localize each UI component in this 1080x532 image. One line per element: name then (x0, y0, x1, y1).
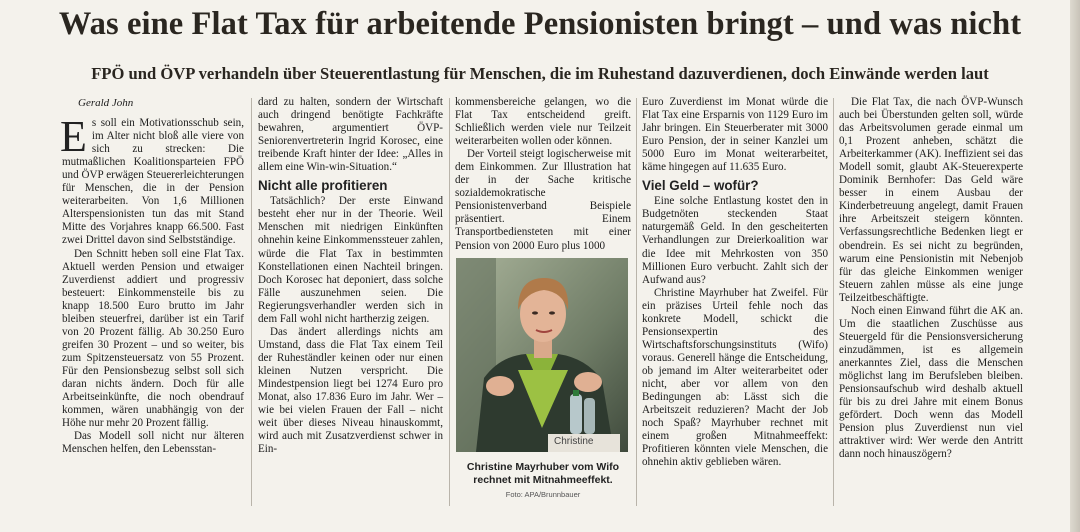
paragraph: Noch einen Einwand führt die AK an. Um die staatlichen Zuschüsse aus Steuergeld für die Pensionsversicherung einzudämmen, ist es allgemein anerkanntes Ziel, dass die Menschen möglichst lang im Berufsleben bleiben. Pensionsaufschub wird deshalb aktuell für bis zu drei Jahre mit einem Bonus gefördert. Doch wenn das Modell Pension plus Zuverdienst nun viel attraktiver wird: Wer werde den Antritt dann noch hinauszögern? (839, 304, 1023, 461)
paragraph: Es soll ein Motivationsschub sein, im Alter nicht bloß alle viere von sich zu strecken: Die mutmaßlichen Koalitionsparteien FPÖ und ÖVP erwägen Steuererleichterungen für Menschen, die in der Pension weiterarbeiten. Von 1,6 Millionen Alterspensionisten tun das mit Stand Mitte des Vorjahres knapp 66.500. Fast zwei Drittel davon sind Selbstständige. (60, 112, 244, 247)
photo-caption: Christine Mayrhuber vom Wifo rechnet mit Mitnahmeeffekt. (466, 461, 620, 486)
column-divider (449, 98, 450, 506)
nameplate-text: Christine (554, 436, 594, 447)
headline: Was eine Flat Tax für arbeitende Pensionisten bringt – und was nicht (58, 6, 1022, 42)
subheadline: FPÖ und ÖVP verhandeln über Steuerentlastung für Menschen, die im Ruhestand dazuverdienen, doch Einwände werden laut (91, 64, 989, 83)
paragraph: Die Flat Tax, die nach ÖVP-Wunsch auch bei Überstunden gelten soll, würde das Arbeitsvolumen gerade einmal um 0,1 Prozent anheben, schätzt die Arbeiterkammer (AK). Ineffizient sei das Modell somit, glaubt AK-Steuerexperte Dominik Bernhofer: Das Geld wäre besser in einem Ausbau der Kinderbetreuung angelegt, damit Frauen ihre Arbeitszeit steigern könnten. Verfassungsrechtliche Bedenken liegt er obendrein. Es sei nicht zu begründen, warum eine Pensionistin mit Nebenjob für das gleiche Einkommen weniger Steuern zahlen müsse als eine junge Teilzeitbeschäftigte. (839, 96, 1023, 304)
section-heading: Viel Geld – wofür? (642, 178, 759, 194)
paragraph: kommensbereiche gelangen, wo die Flat Tax entscheidend greift. Schließlich werden viele nur Teilzeit weiterarbeiten wollen oder können. (455, 96, 631, 148)
author-byline: Gerald John (78, 97, 134, 109)
paragraph: dard zu halten, sondern der Wirtschaft auch dringend benötigte Fachkräfte bewahren, argumentiert ÖVP-Seniorenvertreterin Ingrid Korosec, eine treibende Kraft hinter der Idee: „Alles in allem eine Win-win-Situation.“ (258, 96, 443, 174)
photo-credit: Foto: APA/Brunnbauer (505, 490, 581, 499)
column-divider (636, 98, 637, 506)
paragraph: Tatsächlich? Der erste Einwand besteht eher nur in der Theorie. Weil Menschen mit niedrigen Einkünften ohnehin keine Einkommenssteuer zahlen, würde die Flat Tax in bestimmten Konstellationen einen Nachteil bringen. Doch Korosec hat deponiert, dass solche Fälle auszunehmen seien. Die Regierungsverhandler werden sich in dem Fall wohl nicht hartherzig zeigen. (258, 195, 443, 325)
paragraph: Euro Zuverdienst im Monat würde die Flat Tax eine Ersparnis von 1129 Euro im Jahr bringen. Ein Steuerberater mit 3000 Euro Pension, der in seiner Kanzlei um 5000 Euro im Monat weiterarbeitet, käme hingegen auf 11.635 Euro. (642, 96, 828, 174)
paragraph: Eine solche Entlastung kostet den in Budgetnöten steckenden Staat naturgemäß Geld. In den gescheiterten Verhandlungen zur Dreierkoalition war die Idee mit Mehrkosten von 350 Millionen Euro verbucht. Zahlt sich der Aufwand aus? (642, 195, 828, 286)
portrait-illustration (456, 258, 628, 452)
paragraph: Christine Mayrhuber hat Zweifel. Für ein präzises Urteil fehle noch das konkrete Modell, schickt die Pensionsexpertin des Wirtschaftsforschungsinstituts (Wifo) voraus. Generell hänge die Entscheidung, ob jemand im Alter weiterarbeitet oder nicht, aber vor allem von den Bedingungen ab: Lässt sich die Arbeitszeit reduzieren? Macht der Job noch Spaß? Mayrhuber rechnet mit einem großen Mitnahmeeffekt: Profitieren könnten viele Menschen, die ohnehin aktiv geblieben wären. (642, 286, 828, 469)
column-divider (251, 98, 252, 506)
column-4 (642, 96, 828, 469)
portrait-photo (456, 258, 628, 452)
paragraph: Der Vorteil steigt logischerweise mit dem Einkommen. Zur Illustration hat der in der Sache kritische sozialdemokratische Pensionistenverband Beispiele präsentiert. Einem Transportbediensteten mit einer Pension von 2000 Euro plus 1000 (455, 148, 631, 252)
section-heading: Nicht alle profitieren (258, 178, 388, 194)
column-5 (839, 96, 1023, 461)
column-1 (62, 96, 244, 456)
paragraph: Das ändert allerdings nichts am Umstand, dass die Flat Tax einem Teil der Ruheständler keinen oder nur einen kleinen Nutzen verspricht. Die Mindestpension liegt bei 1274 Euro pro Monat, also 17.836 Euro im Jahr. Wer – wie bei vielen Frauen der Fall – nicht weit über dieses Niveau hinauskommt, wird auch mit Zusatzverdienst schwer in Ein- (258, 325, 443, 456)
column-divider (833, 98, 834, 506)
column-3 (455, 96, 631, 253)
column-2 (258, 96, 443, 456)
paragraph: Das Modell soll nicht nur älteren Menschen helfen, den Lebensstan- (62, 430, 244, 456)
drop-cap: E (60, 112, 87, 162)
page-edge-shadow (1070, 0, 1080, 532)
paragraph: Den Schnitt heben soll eine Flat Tax. Aktuell werden Pension und etwaiger Zuverdienst addiert und progressiv besteuert: Einkommensteile bis zu knapp 18.500 Euro brutto im Jahr bleiben steuerfrei, darüber ist ein Tarif von 20 Prozent fällig. Ab 30.250 Euro greifen 30 Prozent – und so weiter, bis zum Spitzensteuersatz von 55 Prozent. Für den Pensionsbezug selbst soll sich daran nichts ändern. Doch für alle Arbeitseinkünfte, die noch obendrauf kommen, wären unabhängig von der Höhe nur mehr 20 Prozent fällig. (62, 247, 244, 430)
